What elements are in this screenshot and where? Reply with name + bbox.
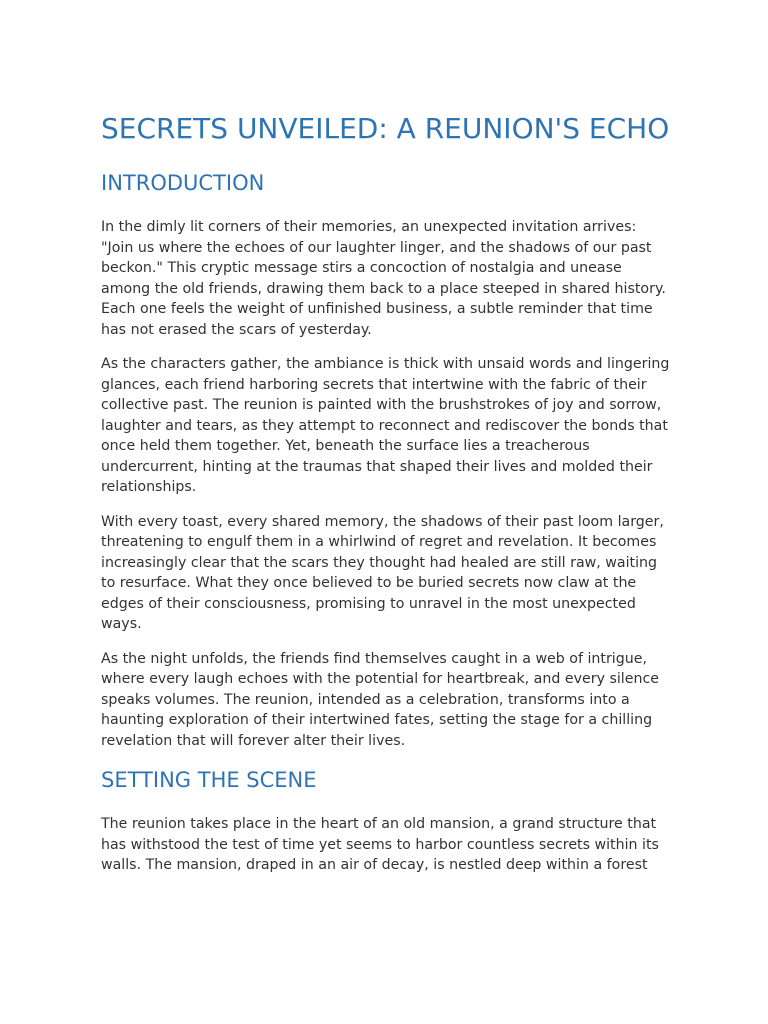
paragraph: The reunion takes place in the heart of an old mansion, a grand structure that has withstood the test of time yet seems to harbor countless secrets within its walls. The mansion, draped in an air of decay, is nestled deep within a forest <box>101 816 659 873</box>
paragraph: In the dimly lit corners of their memories, an unexpected invitation arrives: "Join us where the echoes of our laughter linger, and the shadows of our past beckon." This cryptic message stirs a concoction of nostalgia and unease among the old friends, drawing them back to a place steeped in shared history. Each one feels the weight of unfinished business, a subtle reminder that time has not erased the scars of yesterday. <box>101 219 666 338</box>
section-setting-the-scene <box>101 765 671 876</box>
paragraph: As the characters gather, the ambiance is thick with unsaid words and lingering glances, each friend harboring secrets that intertwine with the fabric of their collective past. The reunion is painted with the brushstrokes of joy and sorrow, laughter and tears, as they attempt to reconnect and rediscover the bonds that once held them together. Yet, beneath the surface lies a treacherous undercurrent, hinting at the traumas that shaped their lives and molded their relationships. <box>101 356 670 495</box>
document-title: SECRETS UNVEILED: A REUNION'S ECHO <box>101 112 670 145</box>
section-heading: INTRODUCTION <box>101 171 265 195</box>
paragraph: With every toast, every shared memory, the shadows of their past loom larger, threatening to engulf them in a whirlwind of regret and revelation. It becomes increasingly clear that the scars they thought had healed are still raw, waiting to resurface. What they once believed to be buried secrets now claw at the edges of their consciousness, promising to unravel in the most unexpected ways. <box>101 513 664 632</box>
document-content <box>101 109 671 890</box>
paragraph: As the night unfolds, the friends find themselves caught in a web of intrigue, where every laugh echoes with the potential for heartbreak, and every silence speaks volumes. The reunion, intended as a celebration, transforms into a haunting exploration of their intertwined fates, setting the stage for a chilling revelation that will forever alter their lives. <box>101 650 659 749</box>
section-heading: SETTING THE SCENE <box>101 768 317 792</box>
section-introduction <box>101 168 671 751</box>
